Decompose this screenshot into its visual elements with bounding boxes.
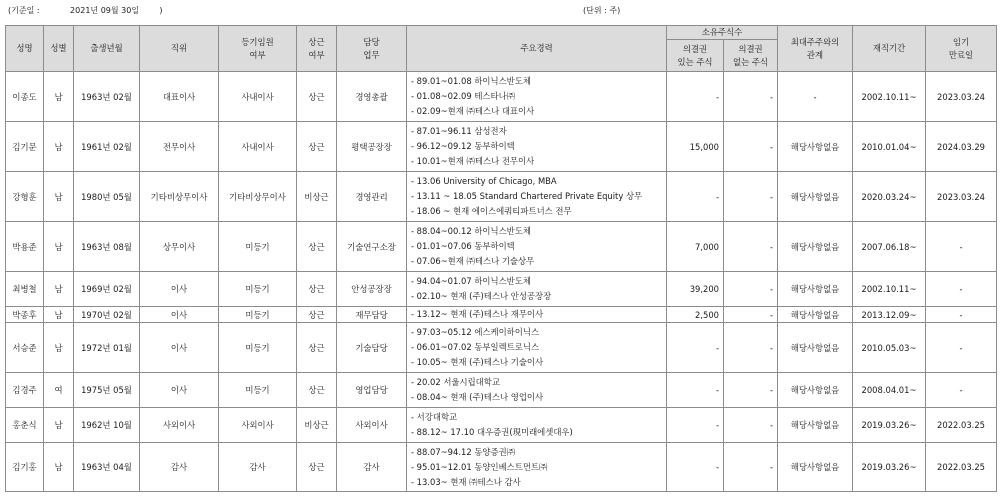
- cell-birth: 1962년 10월: [74, 408, 140, 443]
- cell-relation: 해당사항없음: [778, 172, 853, 222]
- cell-birth: 1963년 04월: [74, 443, 140, 492]
- cell-gender: 남: [44, 307, 74, 323]
- cell-relation: -: [778, 72, 853, 122]
- cell-position: 감사: [140, 443, 219, 492]
- cell-duty: 안성공장장: [337, 272, 407, 307]
- cell-gender: 남: [44, 323, 74, 373]
- col-shares-group: 소유주식수: [667, 26, 778, 40]
- career-line: - 89.01~01.08 하이닉스반도체: [411, 76, 531, 86]
- cell-fulltime: 상근: [297, 272, 337, 307]
- cell-birth: 1975년 05월: [74, 373, 140, 408]
- table-row: [6, 323, 997, 373]
- cell-registered: 사내이사: [219, 72, 297, 122]
- table-row: [6, 307, 997, 323]
- cell-position: 이사: [140, 272, 219, 307]
- career-line: - 08.04~ 현재 (주)테스나 영업이사: [411, 392, 544, 402]
- cell-term-end: 2022.03.25: [926, 443, 997, 492]
- cell-position: 이사: [140, 373, 219, 408]
- cell-career: [407, 443, 667, 492]
- cell-duty: 재무담당: [337, 307, 407, 323]
- cell-birth: 1969년 02월: [74, 272, 140, 307]
- career-line: - 서강대학교: [411, 412, 458, 422]
- cell-career: [407, 122, 667, 172]
- cell-career: [407, 172, 667, 222]
- cell-shares-nonvoting: -: [724, 222, 778, 272]
- career-line: - 13.12~ 현재 (주)테스나 재무이사: [411, 309, 544, 319]
- cell-registered: 미등기: [219, 373, 297, 408]
- cell-position: 상무이사: [140, 222, 219, 272]
- cell-tenure: 2019.03.26~: [853, 408, 926, 443]
- col-birth: 출생년월: [74, 26, 140, 72]
- cell-position: 전무이사: [140, 122, 219, 172]
- cell-name: 강형훈: [6, 172, 44, 222]
- cell-registered: 감사: [219, 443, 297, 492]
- table-row: [6, 373, 997, 408]
- col-gender: 성별: [44, 26, 74, 72]
- cell-position: 이사: [140, 323, 219, 373]
- cell-term-end: -: [926, 323, 997, 373]
- career-line: - 02.09~현재 ㈜테스나 대표이사: [411, 106, 535, 116]
- executives-table: [5, 25, 997, 492]
- cell-name: 최병철: [6, 272, 44, 307]
- cell-term-end: 2024.03.29: [926, 122, 997, 172]
- cell-registered: 미등기: [219, 307, 297, 323]
- table-header: [6, 26, 997, 72]
- cell-shares-voting: -: [667, 408, 724, 443]
- cell-shares-voting: 7,000: [667, 222, 724, 272]
- cell-shares-nonvoting: -: [724, 408, 778, 443]
- cell-fulltime: 상근: [297, 72, 337, 122]
- cell-shares-voting: -: [667, 373, 724, 408]
- cell-tenure: 2019.03.26~: [853, 443, 926, 492]
- cell-position: 대표이사: [140, 72, 219, 122]
- cell-name: 박용준: [6, 222, 44, 272]
- cell-shares-voting: -: [667, 72, 724, 122]
- cell-duty: 경영총괄: [337, 72, 407, 122]
- career-line: - 10.05~ 현재 (주)테스나 기술이사: [411, 357, 544, 367]
- cell-gender: 남: [44, 272, 74, 307]
- cell-tenure: 2010.05.03~: [853, 323, 926, 373]
- cell-birth: 1961년 02월: [74, 122, 140, 172]
- cell-birth: 1972년 01월: [74, 323, 140, 373]
- cell-birth: 1970년 02월: [74, 307, 140, 323]
- cell-relation: 해당사항없음: [778, 443, 853, 492]
- cell-gender: 남: [44, 443, 74, 492]
- table-row: [6, 172, 997, 222]
- cell-relation: 해당사항없음: [778, 408, 853, 443]
- col-position: 직위: [140, 26, 219, 72]
- cell-relation: 해당사항없음: [778, 323, 853, 373]
- career-line: - 02.10~ 현재 (주)테스나 안성공장장: [411, 291, 552, 301]
- career-line: - 94.04~01.07 하이닉스반도체: [411, 276, 531, 286]
- career-line: - 87.01~96.11 삼성전자: [411, 126, 507, 136]
- cell-gender: 남: [44, 122, 74, 172]
- cell-name: 김기홍: [6, 443, 44, 492]
- cell-name: 김경주: [6, 373, 44, 408]
- cell-term-end: -: [926, 307, 997, 323]
- cell-registered: 기타비상무이사: [219, 172, 297, 222]
- col-relation: 최대주주와의 관계: [778, 26, 853, 72]
- cell-shares-nonvoting: -: [724, 122, 778, 172]
- career-line: - 95.01~12.01 동양인베스트먼트㈜: [411, 461, 548, 472]
- career-line: - 18.06 ~ 현재 에이스에쿼티파트너스 전무: [411, 206, 572, 216]
- cell-fulltime: 상근: [297, 307, 337, 323]
- cell-duty: 평택공장장: [337, 122, 407, 172]
- cell-relation: 해당사항없음: [778, 307, 853, 323]
- cell-birth: 1980년 05월: [74, 172, 140, 222]
- cell-relation: 해당사항없음: [778, 122, 853, 172]
- cell-birth: 1963년 02월: [74, 72, 140, 122]
- cell-shares-nonvoting: -: [724, 72, 778, 122]
- col-name: 성명: [6, 26, 44, 72]
- cell-gender: 남: [44, 72, 74, 122]
- col-term-end: 임기 만료일: [926, 26, 997, 72]
- career-line: - 06.01~07.02 동부일렉트로닉스: [411, 342, 540, 352]
- cell-shares-voting: 15,000: [667, 122, 724, 172]
- col-shares-nonvoting: 의결권 없는 주식: [724, 40, 778, 72]
- cell-name: 이종도: [6, 72, 44, 122]
- career-line: - 20.02 서울시립대학교: [411, 377, 500, 387]
- career-line: - 88.07~94.12 동양증권㈜: [411, 446, 516, 457]
- cell-duty: 경영관리: [337, 172, 407, 222]
- col-registered: 등기임원 여부: [219, 26, 297, 72]
- cell-registered: 미등기: [219, 323, 297, 373]
- cell-tenure: 2002.10.11~: [853, 272, 926, 307]
- career-line: - 13.06 University of Chicago, MBA: [411, 176, 557, 186]
- col-fulltime: 상근 여부: [297, 26, 337, 72]
- cell-gender: 남: [44, 172, 74, 222]
- cell-fulltime: 비상근: [297, 408, 337, 443]
- cell-career: [407, 373, 667, 408]
- cell-tenure: 2007.06.18~: [853, 222, 926, 272]
- cell-position: 기타비상무이사: [140, 172, 219, 222]
- cell-relation: 해당사항없음: [778, 222, 853, 272]
- cell-term-end: -: [926, 373, 997, 408]
- cell-shares-nonvoting: -: [724, 307, 778, 323]
- career-line: - 13.03~ 현재 ㈜테스나 감사: [411, 476, 521, 487]
- table-body: [6, 72, 997, 492]
- career-line: - 01.08~02.09 테스타나㈜: [411, 91, 516, 101]
- career-line: - 88.12~ 17.10 대우증권(現미래에셋대우): [411, 427, 573, 437]
- cell-registered: 미등기: [219, 222, 297, 272]
- cell-term-end: 2023.03.24: [926, 172, 997, 222]
- cell-shares-nonvoting: -: [724, 443, 778, 492]
- cell-career: [407, 222, 667, 272]
- cell-career: [407, 323, 667, 373]
- cell-duty: 감사: [337, 443, 407, 492]
- cell-duty: 기술연구소장: [337, 222, 407, 272]
- cell-name: 박종후: [6, 307, 44, 323]
- cell-term-end: 2023.03.24: [926, 72, 997, 122]
- cell-shares-nonvoting: -: [724, 272, 778, 307]
- unit-note: (단위 : 주): [583, 6, 621, 15]
- table-row: [6, 408, 997, 443]
- cell-name: 홍춘식: [6, 408, 44, 443]
- cell-fulltime: 상근: [297, 323, 337, 373]
- cell-career: [407, 272, 667, 307]
- cell-career: [407, 307, 667, 323]
- col-career: 주요경력: [407, 26, 667, 72]
- career-line: - 10.01~현재 ㈜테스나 전무이사: [411, 156, 535, 166]
- career-line: - 97.03~05.12 에스케이하이닉스: [411, 327, 540, 337]
- cell-fulltime: 상근: [297, 122, 337, 172]
- cell-name: 김기문: [6, 122, 44, 172]
- cell-shares-nonvoting: -: [724, 323, 778, 373]
- col-shares-voting: 의결권 있는 주식: [667, 40, 724, 72]
- cell-fulltime: 비상근: [297, 172, 337, 222]
- cell-shares-voting: 2,500: [667, 307, 724, 323]
- cell-birth: 1963년 08월: [74, 222, 140, 272]
- table-row: [6, 72, 997, 122]
- cell-gender: 남: [44, 222, 74, 272]
- cell-duty: 기술담당: [337, 323, 407, 373]
- cell-tenure: 2010.01.04~: [853, 122, 926, 172]
- col-duty: 담당 업무: [337, 26, 407, 72]
- cell-position: 사외이사: [140, 408, 219, 443]
- cell-gender: 남: [44, 408, 74, 443]
- cell-registered: 사내이사: [219, 122, 297, 172]
- col-tenure: 재직기간: [853, 26, 926, 72]
- table-row: [6, 122, 997, 172]
- cell-fulltime: 상근: [297, 443, 337, 492]
- career-line: - 13.11 ~ 18.05 Standard Chartered Private Equity 상무: [411, 191, 643, 201]
- cell-shares-voting: -: [667, 443, 724, 492]
- cell-fulltime: 상근: [297, 373, 337, 408]
- career-line: - 96.12~09.12 동부하이텍: [411, 141, 515, 151]
- career-line: - 07.06~현재 ㈜테스나 기술상무: [411, 256, 535, 266]
- cell-tenure: 2008.04.01~: [853, 373, 926, 408]
- table-row: [6, 222, 997, 272]
- cell-name: 서승준: [6, 323, 44, 373]
- cell-registered: 미등기: [219, 272, 297, 307]
- cell-shares-voting: 39,200: [667, 272, 724, 307]
- cell-duty: 사외이사: [337, 408, 407, 443]
- cell-shares-voting: -: [667, 172, 724, 222]
- cell-registered: 사외이사: [219, 408, 297, 443]
- base-date: (기준일 : 2021년 09월 30일 ): [8, 6, 163, 15]
- table-row: [6, 443, 997, 492]
- table-row: [6, 272, 997, 307]
- cell-relation: 해당사항없음: [778, 272, 853, 307]
- career-line: - 88.04~00.12 하이닉스반도체: [411, 226, 531, 236]
- cell-shares-voting: -: [667, 323, 724, 373]
- cell-term-end: -: [926, 272, 997, 307]
- cell-position: 이사: [140, 307, 219, 323]
- cell-gender: 여: [44, 373, 74, 408]
- cell-career: [407, 408, 667, 443]
- cell-term-end: -: [926, 222, 997, 272]
- cell-duty: 영업담당: [337, 373, 407, 408]
- career-line: - 01.01~07.06 동부하이텍: [411, 241, 515, 251]
- cell-relation: 해당사항없음: [778, 373, 853, 408]
- cell-term-end: 2022.03.25: [926, 408, 997, 443]
- cell-career: [407, 72, 667, 122]
- cell-tenure: 2020.03.24~: [853, 172, 926, 222]
- cell-tenure: 2013.12.09~: [853, 307, 926, 323]
- cell-tenure: 2002.10.11~: [853, 72, 926, 122]
- cell-shares-nonvoting: -: [724, 172, 778, 222]
- cell-shares-nonvoting: -: [724, 373, 778, 408]
- cell-fulltime: 상근: [297, 222, 337, 272]
